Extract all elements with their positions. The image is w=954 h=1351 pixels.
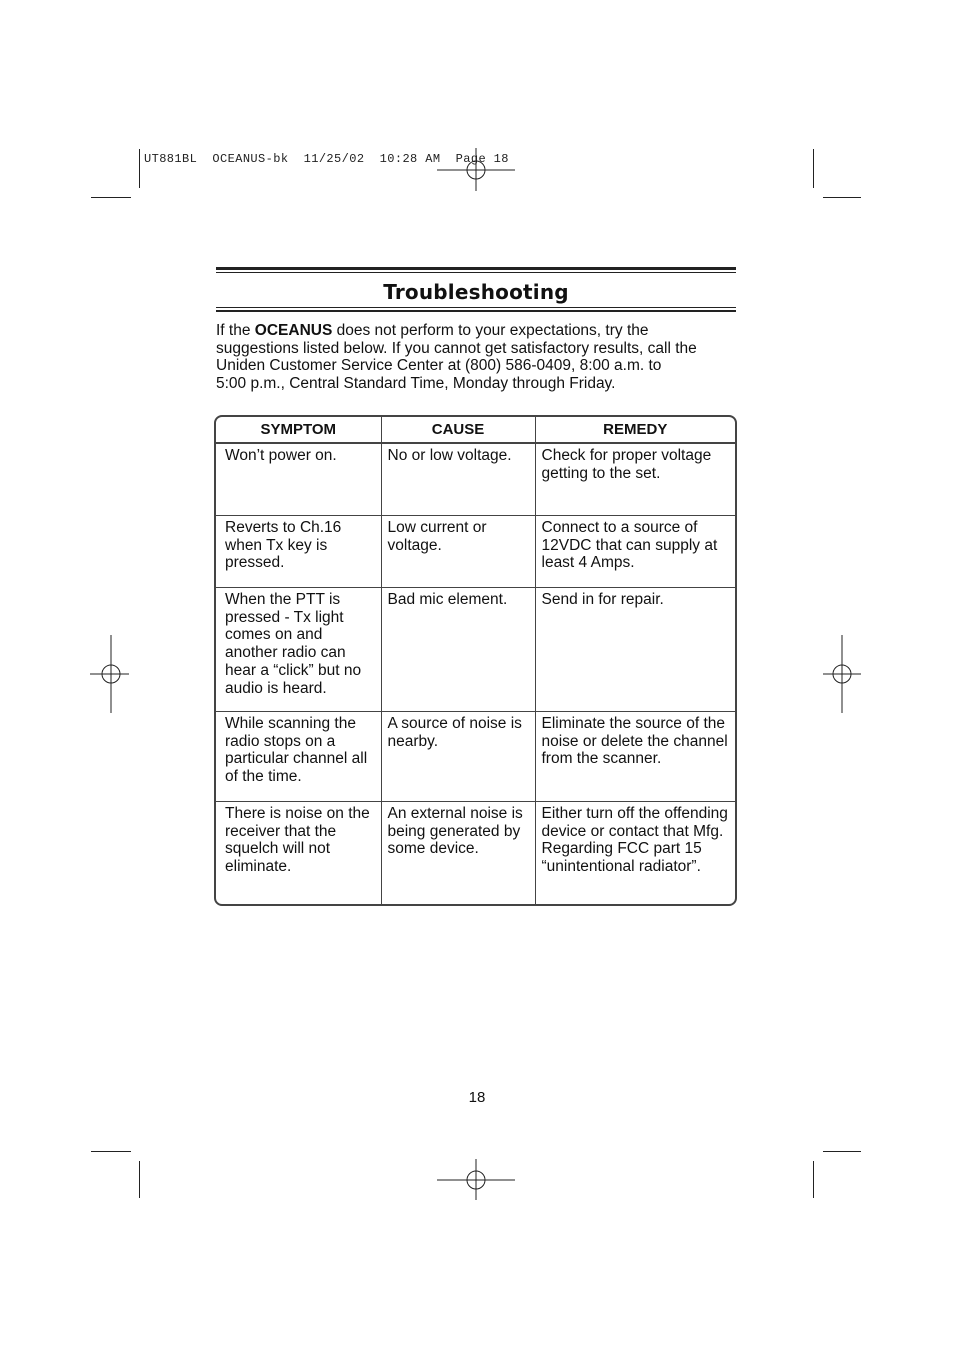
intro-text: If the [216,322,255,339]
symptom-cell: Reverts to Ch.16 when Tx key is pressed. [216,516,381,588]
remedy-cell: Connect to a source of 12VDC that can supply at least 4 Amps. [535,516,735,588]
title-block [216,267,736,312]
page-number: 18 [468,1089,486,1106]
title-rule [216,307,736,308]
intro-line [216,322,736,340]
symptom-cell: There is noise on the receiver that the squelch will not eliminate. [216,802,381,907]
product-name: OCEANUS [254,322,333,339]
registration-mark-icon [437,1141,515,1219]
symptom-cell: When the PTT is pressed - Tx light comes on and another radio can hear a “click” but no audio is heard. [216,588,381,712]
crop-mark-icon [91,1151,131,1152]
column-header-symptom: SYMPTOM [216,417,381,443]
intro-text: does not perform to your expectations, try the [332,322,649,339]
crop-mark-icon [91,197,131,198]
crop-mark-icon [823,197,861,198]
column-header-cause: CAUSE [381,417,535,443]
cause-cell: No or low voltage. [381,443,535,516]
intro-paragraph [216,322,736,393]
table-row [216,712,735,802]
cause-cell: Low current or voltage. [381,516,535,588]
remedy-cell: Either turn off the offending device or contact that Mfg. Regarding FCC part 15 “unintentional radiator”. [535,802,735,907]
registration-mark-icon [72,635,150,713]
cause-cell: A source of noise is nearby. [381,712,535,802]
table-row [216,802,735,907]
title-rule [216,310,736,312]
symptom-cell: While scanning the radio stops on a particular channel all of the time. [216,712,381,802]
intro-line: Uniden Customer Service Center at (800) 586-0409, 8:00 a.m. to [216,357,662,375]
title-rule [216,267,736,270]
column-header-remedy: REMEDY [535,417,735,443]
table-row [216,443,735,516]
remedy-cell: Check for proper voltage getting to the set. [535,443,735,516]
crop-mark-icon [139,1161,140,1198]
page-title: Troubleshooting [383,280,569,304]
crop-mark-icon [823,1151,861,1152]
table-header-row [216,417,735,443]
crop-mark-icon [139,149,140,188]
table-row [216,516,735,588]
remedy-cell: Eliminate the source of the noise or delete the channel from the scanner. [535,712,735,802]
cause-cell: Bad mic element. [381,588,535,712]
registration-mark-icon [803,635,881,713]
print-slug: UT881BL OCEANUS-bk 11/25/02 10:28 AM Page 18 [144,152,509,166]
intro-line: 5:00 p.m., Central Standard Time, Monday through Friday. [216,375,616,393]
crop-mark-icon [813,149,814,188]
registration-mark-icon [437,131,515,209]
troubleshooting-table [214,415,737,906]
crop-mark-icon [813,1161,814,1198]
table-row [216,588,735,712]
symptom-cell: Won’t power on. [225,447,337,464]
cause-cell: An external noise is being generated by some device. [381,802,535,907]
remedy-cell: Send in for repair. [535,588,735,712]
intro-line: suggestions listed below. If you cannot get satisfactory results, call the [216,339,697,357]
